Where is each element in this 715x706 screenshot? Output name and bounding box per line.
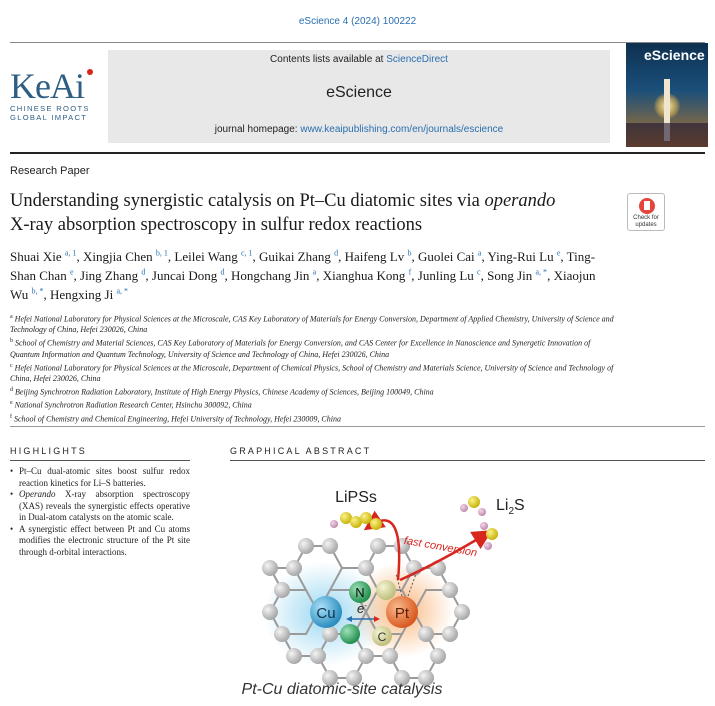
affiliation: $^a$ Hefei National Laboratory for Physical Sciences at the Microscale, CAS Key Laboratory of Materials for Energy Conversion, Department of Applied Chemistry, University of Science and Technology of China, Hefei 230026, China	[10, 314, 614, 335]
publisher-tagline-1: CHINESE ROOTS	[10, 104, 90, 113]
highlight-item: • A synergistic effect between Pt and Cu atoms modifies the electronic structure of the Pt site through d-orbital interactions.	[10, 524, 190, 559]
highlight-item: • Operando X-ray absorption spectroscopy (XAS) reveals the synergistic effects operative in Dual-atom catalysts on the atomic scale.	[10, 489, 190, 524]
cover-shore	[626, 123, 708, 147]
homepage-prefix: journal homepage:	[214, 124, 298, 135]
affiliation-list	[10, 312, 615, 425]
nitrogen-label: N	[355, 585, 365, 600]
author[interactable]: Hengxing Ji $^{a, *}$	[50, 286, 129, 302]
contents-prefix: Contents lists available at	[270, 54, 384, 65]
author[interactable]: Xiaojun Wu $^{b, *}$	[10, 268, 596, 302]
title-italic: operando	[484, 191, 556, 211]
title-part-1: Understanding synergistic catalysis on Pt–Cu diatomic sites via	[10, 191, 480, 211]
publisher-name: KeAi	[10, 66, 84, 106]
fast-conversion-label: fast conversion	[403, 534, 478, 560]
carbon-label: C	[377, 630, 387, 644]
author[interactable]: Guikai Zhang $^d$	[259, 248, 339, 264]
highlights-list	[10, 466, 190, 558]
graphical-abstract-figure[interactable]	[230, 462, 705, 706]
header-divider	[10, 152, 705, 154]
highlights-rule	[10, 460, 190, 461]
author[interactable]: Junling Lu $^c$	[417, 267, 481, 283]
platinum-label: Pt	[394, 605, 410, 622]
graphical-abstract-caption: Pt-Cu diatomic-site catalysis	[241, 681, 443, 698]
highlight-item: • Pt–Cu dual-atomic sites boost sulfur redox reaction kinetics for Li–S batteries.	[10, 466, 190, 489]
author[interactable]: Song Jin $^{a, *}$	[487, 267, 548, 283]
cover-title: eScience	[644, 47, 705, 63]
nitrogen-atom-2	[340, 624, 360, 644]
check-updates-line1: Check for	[633, 215, 659, 221]
affiliation: $^c$ Hefei National Laboratory for Physical Sciences at the Microscale, Department of Chemical Physics, School of Chemistry and Materials Science, University of Science and Technology of China, Hefei 230026, China	[10, 362, 614, 383]
author[interactable]: Guolei Cai $^a$	[417, 248, 482, 264]
author[interactable]: Haifeng Lv $^b$	[344, 248, 412, 264]
author[interactable]: Ying-Rui Lu $^e$	[487, 248, 561, 264]
publisher-logo[interactable]	[10, 68, 102, 122]
graphical-abstract-svg	[230, 462, 705, 706]
affiliation: $^e$ National Synchrotron Radiation Research Center, Hsinchu 300092, China	[10, 400, 252, 410]
highlights-heading: HIGHLIGHTS	[10, 446, 88, 456]
journal-header	[108, 50, 610, 143]
check-updates-line2: updates	[635, 222, 657, 228]
author[interactable]: Leilei Wang $^{c, 1}$	[174, 248, 253, 264]
li2s-label: $Li_2S$	[496, 497, 525, 517]
sciencedirect-link[interactable]: ScienceDirect	[386, 54, 448, 65]
author[interactable]: Hongchang Jin $^a$	[231, 267, 317, 283]
top-divider	[10, 42, 705, 43]
journal-name: eScience	[326, 84, 392, 101]
article-type: Research Paper	[10, 165, 90, 177]
author-list: Shuai Xie $^{a, 1}$, Xingjia Chen $^{b, 1}$, Leilei Wang $^{c, 1}$, Guikai Zhang $^d$, Haifeng Lv $^b$, Guolei Cai $^a$, Ying-Rui Lu $^e$, Ting-Shan Chan $^e$, Jing Zhang $^d$, Juncai Dong $^d$, Hongchang Jin $^a$, Xianghua Kong $^f$, Junling Lu $^c$, Song Jin $^{a, *}$, Xiaojun Wu $^{b, *}$, Hengxing Ji $^{a, *}$	[10, 248, 596, 302]
author[interactable]: Shuai Xie $^{a, 1}$	[10, 248, 77, 264]
journal-cover-image[interactable]	[626, 43, 708, 147]
journal-reference[interactable]: eScience 4 (2024) 100222	[298, 16, 417, 27]
author[interactable]: Xingjia Chen $^{b, 1}$	[82, 248, 168, 264]
title-part-2: X-ray absorption spectroscopy in sulfur redox reactions	[10, 215, 423, 235]
lipss-label: LiPSs	[335, 489, 377, 506]
lipss-molecule	[330, 512, 382, 530]
homepage-link[interactable]: www.keaipublishing.com/en/journals/escience	[300, 124, 504, 135]
affiliation: $^b$ School of Chemistry and Material Sciences, CAS Key Laboratory of Materials for Energy Conversion, and CAS Center for Excellence in Nanoscience and Synergetic Innovation of Quantum Information and Quantum Technology, University of Science and Technology of China, Hefei 230026, China	[10, 338, 591, 359]
copper-label: Cu	[316, 605, 336, 622]
graphical-abstract-rule	[230, 460, 705, 461]
electron-label: e-	[357, 601, 367, 616]
author[interactable]: Jing Zhang $^d$	[80, 267, 146, 283]
check-updates-label	[628, 215, 664, 229]
article-title	[10, 189, 600, 237]
logo-dot	[87, 69, 93, 75]
section-divider	[10, 426, 705, 427]
carbon-top-atom	[376, 580, 396, 600]
author[interactable]: Xianghua Kong $^f$	[322, 267, 412, 283]
homepage-line	[108, 124, 610, 135]
li2s-molecule-1	[460, 496, 486, 516]
contents-line	[108, 54, 610, 65]
graphical-abstract-heading: GRAPHICAL ABSTRACT	[230, 446, 372, 456]
bookmark-icon	[639, 198, 655, 214]
affiliation: $^f$ School of Chemistry and Chemical Engineering, Hefei University of Technology, Hefei 230009, China	[10, 413, 341, 424]
check-for-updates-button[interactable]	[627, 193, 665, 231]
author[interactable]: Ting-Shan Chan $^e$	[10, 249, 596, 283]
publisher-tagline-2: GLOBAL IMPACT	[10, 113, 88, 122]
author[interactable]: Juncai Dong $^d$	[151, 267, 225, 283]
affiliation: $^d$ Beijing Synchrotron Radiation Laboratory, Institute of High Energy Physics, Chinese Academy of Sciences, Beijing 100049, China	[10, 386, 434, 397]
